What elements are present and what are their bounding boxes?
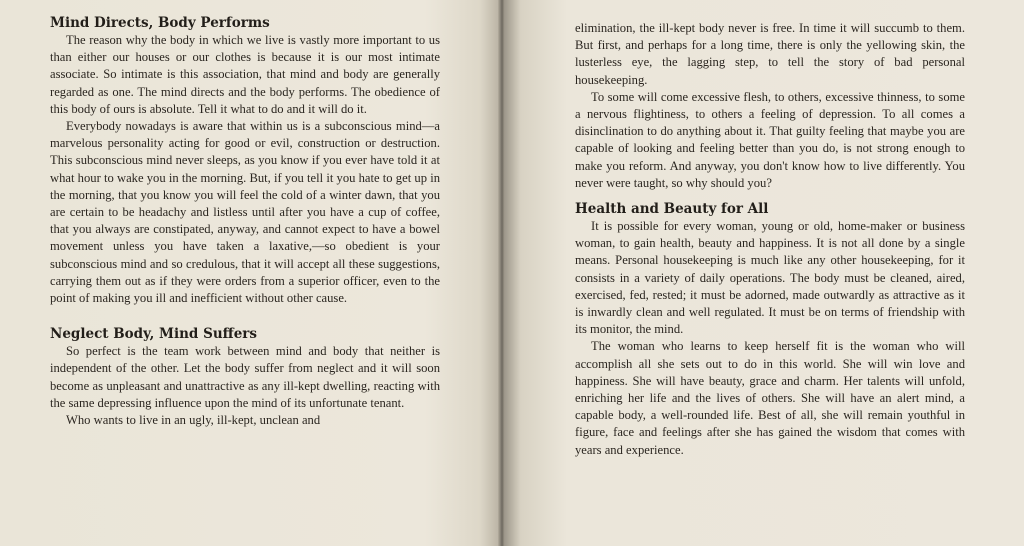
heading-health-beauty: Health and Beauty for All — [575, 201, 769, 218]
paragraph: It is possible for every woman, young or old, home-maker or business woman, to gain health, beauty and happiness. It is not all done by a single means. Personal housekeeping is much like any other housekeeping, for it consists in a variety of daily operations. The body must be cleaned, aired, exercised, fed, rested; it must be adorned, made outwardly as attractive as it is inwardly clean and well regulated. It must be on terms of friendship with its monitor, the mind. — [575, 219, 965, 337]
paragraph: The woman who learns to keep herself fit is the woman who will accomplish all she sets out to do in this world. She will win love and happiness. She will have beauty, grace and charm. Her talents will unfold, enriching her life and the lives of others. She will have an alert mind, a capable body, a well-rounded life. Best of all, she will remain youthful in figure, face and feelings after she has gained the wisdom that comes with years and experience. — [575, 339, 965, 457]
paragraph: The reason why the body in which we live is vastly more important to us than either our houses or our clothes is because it is our most intimate associate. So intimate is this association, that mind and body are generally regarded as one. The mind directs and the body performs. The obedience of this body of ours is absolute. Tell it what to do and it will do it. — [50, 33, 440, 116]
left-text-column — [50, 14, 440, 429]
paragraph: Everybody nowadays is aware that within us is a subconscious mind—a marvelous personality acting for good or evil, construction or destruction. This subconscious mind never sleeps, as you know if you ever have told it at what hour to wake you in the morning. But, if you tell it you hate to get up in the morning, that you know you will feel the cold of a winter dawn, that you are certain to be headachy and listless until after you have a cup of coffee, that you always are constipated, anyway, and cannot expect to have a bowel movement unless you have taken a laxative,—so obedient is your subconscious mind and so credulous, that it will accept all these suggestions, carrying them out as if they were orders from a superior officer, even to the point of making you ill and inefficient without other cause. — [50, 119, 440, 306]
right-text-column — [575, 20, 965, 459]
heading-mind-directs: Mind Directs, Body Performs — [50, 15, 270, 31]
paragraph: To some will come excessive flesh, to others, excessive thinness, to some a nervous flightiness, to others a feeling of depression. To all comes a disinclination to do anything about it. That guilty feeling that maybe you are capable of looking and feeling better than you do, is not strong enough to make you reform. And anyway, you don't know how to live differently. You never were taught, so why should you? — [575, 89, 965, 190]
paragraph: So perfect is the team work between mind and body that neither is independent of the other. Let the body suffer from neglect and it will soon become as unpleasant and unattractive as any ill-kept dwelling, reacting with the same depressing influence upon the mind of its unfortunate tenant. — [50, 344, 440, 410]
paragraph-continued: elimination, the ill-kept body never is free. In time it will succumb to them. But first, and perhaps for a long time, there is only the yellowing skin, the lusterless eye, the lagging step, to tell the story of bad personal housekeeping. — [575, 21, 965, 87]
heading-neglect-body: Neglect Body, Mind Suffers — [50, 326, 258, 343]
right-page — [505, 0, 1024, 546]
paragraph-partial: Who wants to live in an ugly, ill-kept, unclean and — [66, 413, 321, 428]
left-page — [0, 0, 500, 546]
